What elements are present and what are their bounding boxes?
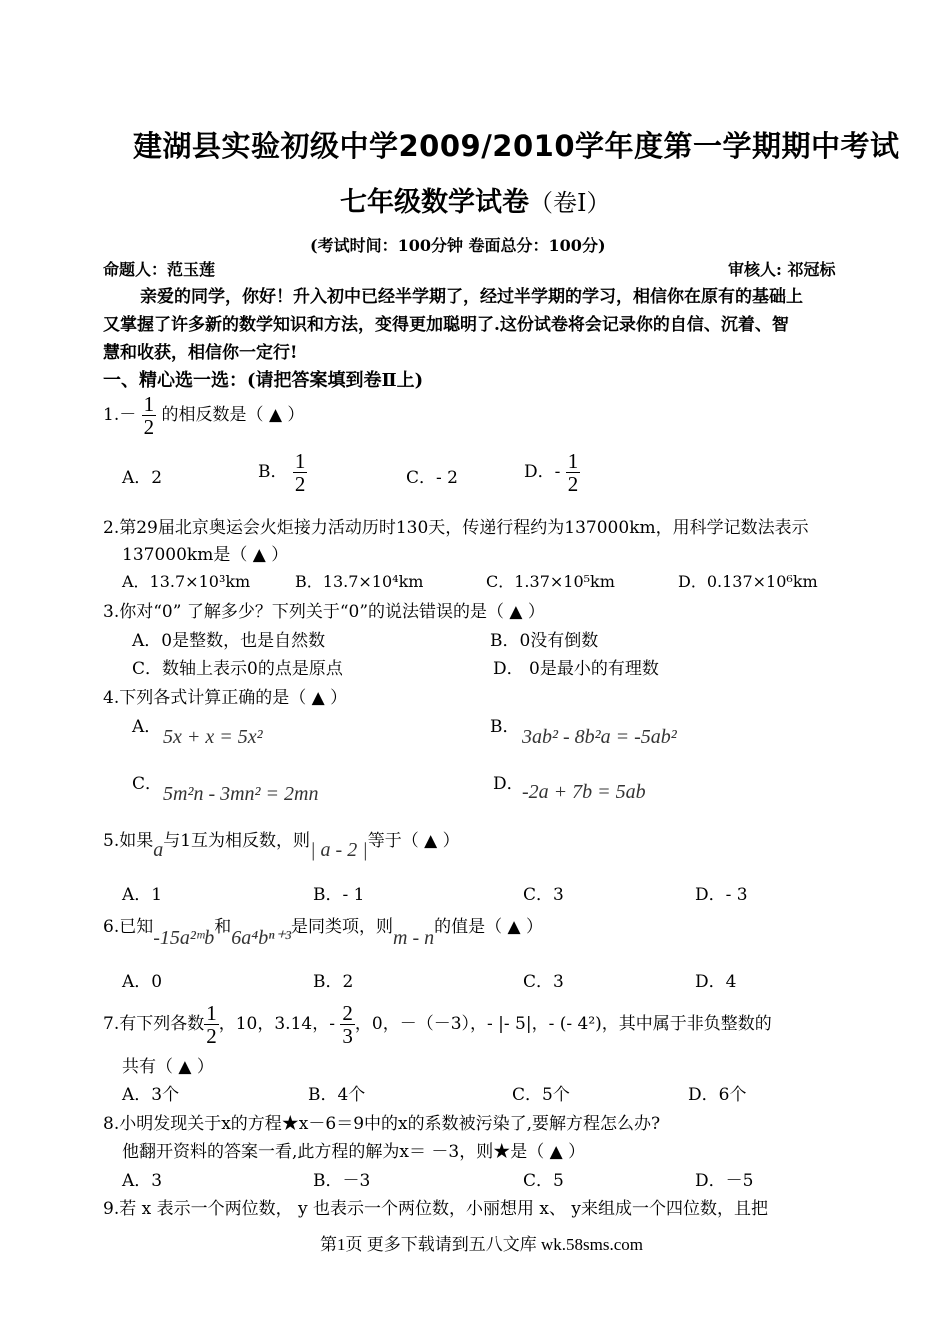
q7-option-d: D．6个 xyxy=(688,1085,747,1105)
exam-title: 建湖县实验初级中学2009/2010学年度第一学期期中考试 xyxy=(133,129,900,163)
question-2-line-1: 2.第29届北京奥运会火炬接力活动历时130天，传递行程约为137000km，用科学记数法表示 xyxy=(103,518,809,538)
q6-mid2: 是同类项，则 xyxy=(291,917,394,937)
section-1-heading: 一、精心选一选：(请把答案填到卷Ⅱ上) xyxy=(103,370,424,391)
q7-option-c: C．5个 xyxy=(512,1085,570,1105)
q3-option-d: D． 0是最小的有理数 xyxy=(493,659,659,679)
q6-expr-1: -15a²ᵐb xyxy=(153,927,215,949)
q7-fraction-2 xyxy=(340,1002,355,1047)
q6-option-b: B．2 xyxy=(313,972,354,992)
reviewer-line: 审核人: 祁冠标 xyxy=(728,260,836,279)
subtitle-suffix: （卷Ⅰ） xyxy=(529,189,611,217)
q8-option-a: A．3 xyxy=(122,1171,163,1191)
q5-mid: 与1互为相反数，则 xyxy=(163,831,311,851)
question-5 xyxy=(103,826,460,861)
q8-option-d: D．－5 xyxy=(695,1171,754,1191)
question-4: 4.下列各式计算正确的是（ ▲ ） xyxy=(103,688,348,708)
q1-fraction xyxy=(142,393,157,438)
q2-option-b: B．13.7×10⁴km xyxy=(295,572,424,591)
intro-line-1: 亲爱的同学，你好！升入初中已经半学期了，经过半学期的学习，相信你在原有的基础上 xyxy=(140,287,803,307)
q5-abs-expr: | a - 2 | xyxy=(310,839,368,861)
q4-b-label: B． xyxy=(490,717,520,737)
q1-option-a: A．2 xyxy=(122,468,163,488)
q5-option-b: B．- 1 xyxy=(313,885,365,905)
q6-option-d: D．4 xyxy=(695,972,737,992)
q6-option-a: A．0 xyxy=(122,972,163,992)
q7-f2-den: 3 xyxy=(342,1024,353,1048)
q1-suffix: 的相反数是（ ▲ ） xyxy=(161,405,305,425)
page-footer: 第1页 更多下载请到五八文库 wk.58sms.com xyxy=(320,1235,643,1254)
q1-option-b xyxy=(258,450,307,495)
q8-option-c: C．5 xyxy=(523,1171,564,1191)
question-1 xyxy=(103,393,304,438)
q1-b-label: B． xyxy=(258,462,288,482)
q7-list-2: ，0，－（－3），- |- 5|，- (- 4²)，其中属于非负整数的 xyxy=(354,1014,772,1034)
q7-fraction-1 xyxy=(204,1002,219,1047)
exam-info: (考试时间：100分钟 卷面总分：100分) xyxy=(310,236,606,255)
q2-option-c: C．1.37×10⁵km xyxy=(486,572,615,591)
q1-b-num: 1 xyxy=(294,449,306,473)
q6-option-c: C．3 xyxy=(523,972,564,992)
q1-b-fraction xyxy=(293,450,308,495)
q6-expr-2: 6a⁴bⁿ⁺³ xyxy=(231,927,292,949)
q1-prefix: 1.－ xyxy=(103,405,137,425)
subtitle-text: 七年级数学试卷 xyxy=(340,187,529,218)
q4-a-expr: 5x + x = 5x² xyxy=(163,726,263,748)
q4-c-expr: 5m²n - 3mn² = 2mn xyxy=(163,783,319,805)
q1-d-num: 1 xyxy=(567,449,579,473)
question-3: 3.你对“0” 了解多少？下列关于“0”的说法错误的是（ ▲ ） xyxy=(103,602,545,622)
author-line: 命题人：范玉莲 xyxy=(103,260,216,279)
q1-option-c: C．- 2 xyxy=(406,468,458,488)
q8-option-b: B．－3 xyxy=(313,1171,371,1191)
q6-expr-3: m - n xyxy=(393,927,435,949)
question-9-line-1: 9.若 x 表示一个两位数， y 也表示一个两位数，小丽想用 x、 y来组成一个四位数，且把 xyxy=(103,1199,769,1219)
q4-c-label: C． xyxy=(132,774,163,794)
q2-option-a: A．13.7×10³km xyxy=(122,572,251,591)
q7-option-a: A．3个 xyxy=(122,1085,180,1105)
q1-d-label: D．- xyxy=(524,462,566,482)
q1-option-d xyxy=(524,450,580,495)
question-8-line-1: 8.小明发现关于x的方程★x－6＝9中的x的系数被污染了,要解方程怎么办? xyxy=(103,1114,661,1134)
q3-option-b: B．0没有倒数 xyxy=(490,631,599,651)
question-7-line-1 xyxy=(103,1002,772,1047)
q5-option-c: C．3 xyxy=(523,885,564,905)
q7-f1-num: 1 xyxy=(206,1001,217,1025)
q2-option-d: D．0.137×10⁶km xyxy=(678,572,818,591)
q1-frac-den: 2 xyxy=(143,415,155,439)
q3-option-a: A．0是整数，也是自然数 xyxy=(132,631,326,651)
q4-d-label: D． xyxy=(493,774,524,794)
q7-option-b: B．4个 xyxy=(308,1085,366,1105)
intro-line-2: 又掌握了许多新的数学知识和方法，变得更加聪明了.这份试卷将会记录你的自信、沉着、智 xyxy=(103,315,789,335)
paper-subtitle xyxy=(340,180,610,219)
intro-line-3: 慧和收获，相信你一定行! xyxy=(103,343,298,363)
q1-frac-num: 1 xyxy=(143,392,155,416)
q1-d-fraction xyxy=(566,450,581,495)
q1-d-den: 2 xyxy=(567,472,579,496)
q3-option-c: C．数轴上表示0的点是原点 xyxy=(132,659,343,679)
q6-prefix: 6.已知 xyxy=(103,917,154,937)
q7-f2-num: 2 xyxy=(342,1001,353,1025)
q4-a-label: A． xyxy=(132,717,162,737)
question-6 xyxy=(103,912,544,949)
q7-prefix: 7.有下列各数 xyxy=(103,1014,205,1034)
q1-b-den: 2 xyxy=(294,472,306,496)
q6-mid: 和 xyxy=(214,917,232,937)
q5-option-d: D．- 3 xyxy=(695,885,748,905)
q4-d-expr: -2a + 7b = 5ab xyxy=(522,781,646,803)
question-8-line-2: 他翻开资料的答案一看,此方程的解为x＝ －3，则★是（ ▲ ） xyxy=(122,1142,586,1162)
q6-suffix: 的值是（ ▲ ） xyxy=(434,917,544,937)
q7-f1-den: 2 xyxy=(206,1024,217,1048)
q5-prefix: 5.如果 xyxy=(103,831,154,851)
question-2-line-2: 137000km是（ ▲ ） xyxy=(122,545,289,565)
q5-suffix: 等于（ ▲ ） xyxy=(367,831,460,851)
question-7-line-2: 共有（ ▲ ） xyxy=(122,1057,214,1077)
q7-list-1: ，10，3.14，- xyxy=(218,1014,341,1034)
q4-b-expr: 3ab² - 8b²a = -5ab² xyxy=(522,726,677,748)
q5-var: a xyxy=(153,839,164,861)
q5-option-a: A．1 xyxy=(122,885,163,905)
